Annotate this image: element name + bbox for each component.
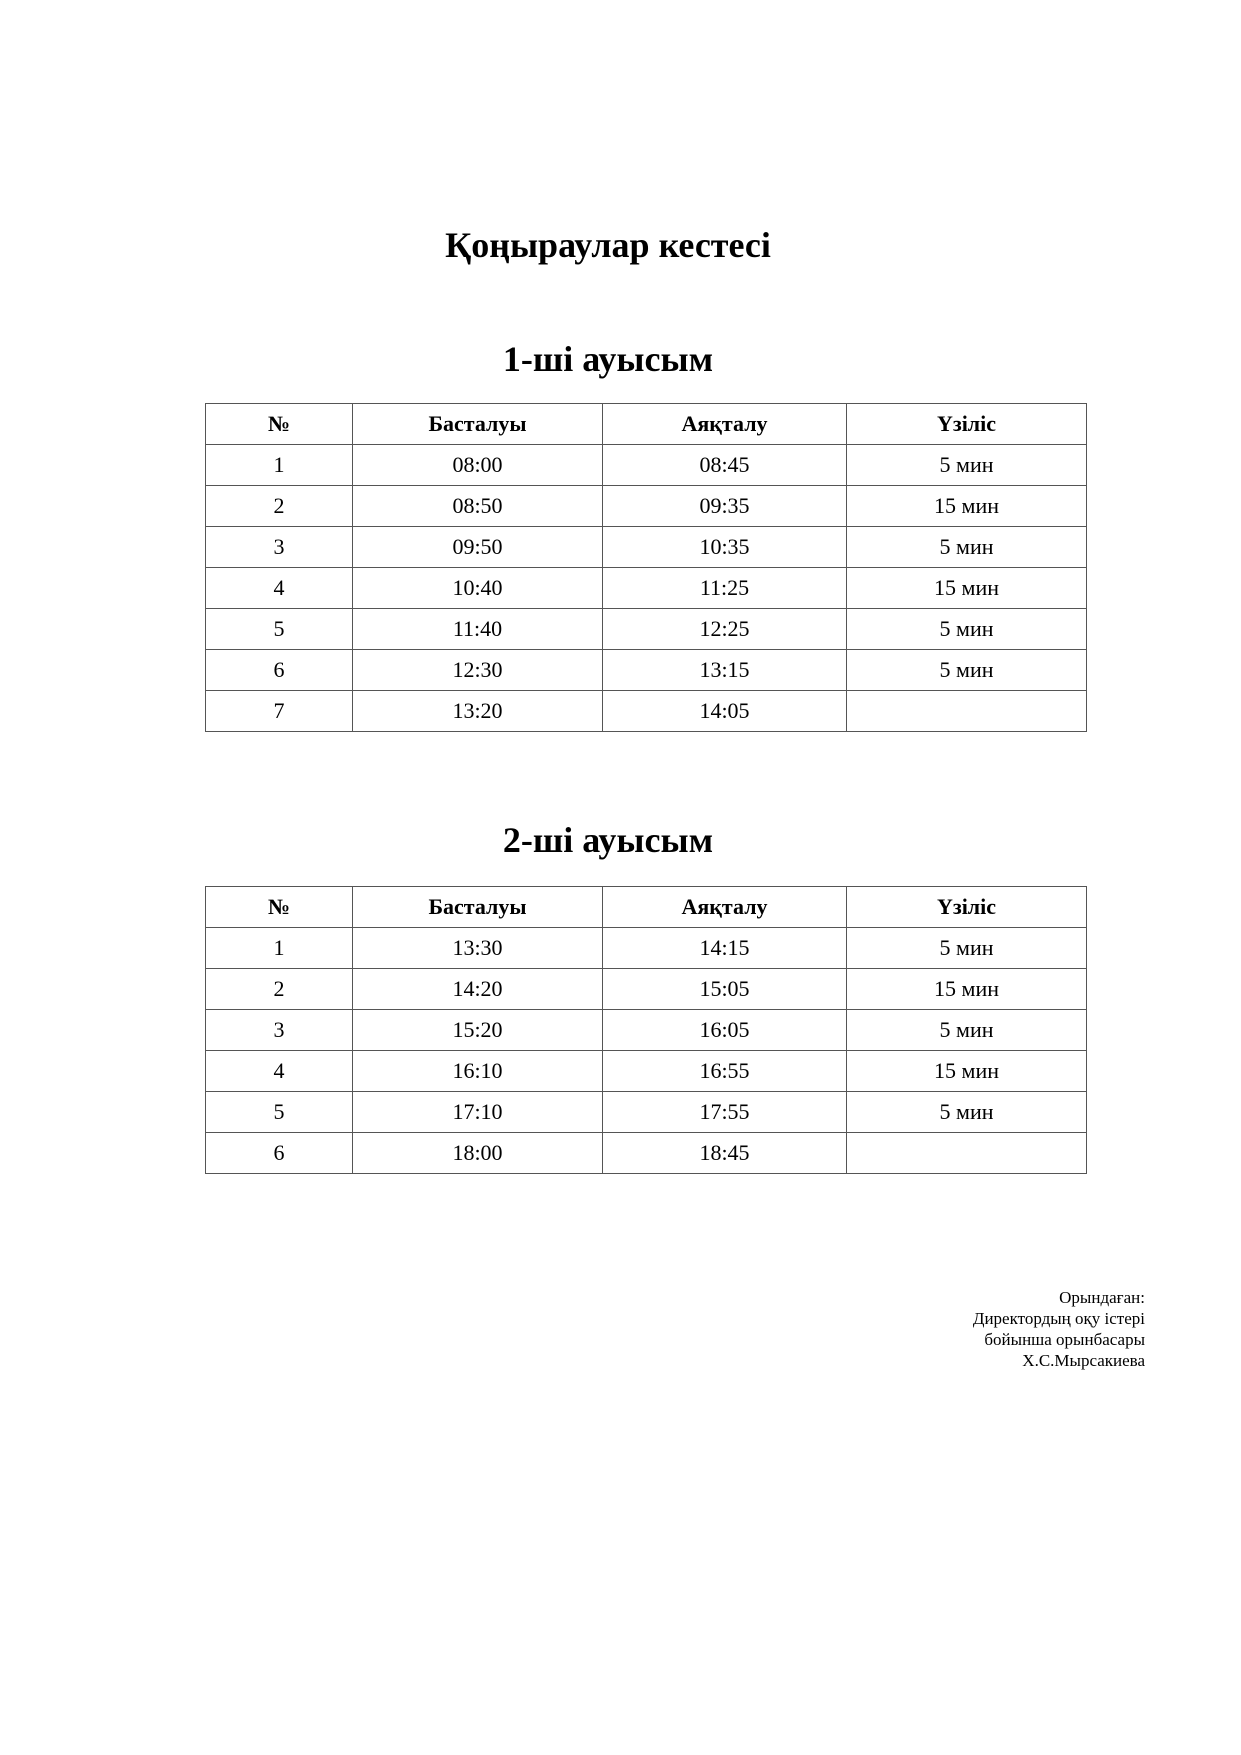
cell-start-time: 08:50: [353, 486, 603, 527]
cell-start-time: 13:30: [353, 928, 603, 969]
cell-end-time: 09:35: [603, 486, 847, 527]
cell-start-time: 14:20: [353, 969, 603, 1010]
cell-break-duration: 5 мин: [847, 650, 1087, 691]
cell-end-time: 14:15: [603, 928, 847, 969]
cell-lesson-number: 3: [206, 1010, 353, 1051]
cell-start-time: 12:30: [353, 650, 603, 691]
signature-position-line1: Директордың оқу істері: [972, 1309, 1145, 1328]
cell-start-time: 16:10: [353, 1051, 603, 1092]
cell-end-time: 16:55: [603, 1051, 847, 1092]
cell-break-duration: [847, 691, 1087, 732]
table-header-row: [206, 404, 1087, 445]
table-row: [206, 1010, 1087, 1051]
cell-start-time: 08:00: [353, 445, 603, 486]
table-row: [206, 650, 1087, 691]
cell-end-time: 08:45: [603, 445, 847, 486]
shift-2-schedule-table: [205, 886, 1087, 1174]
cell-start-time: 09:50: [353, 527, 603, 568]
column-header-end: Аяқталу: [603, 887, 847, 928]
cell-end-time: 13:15: [603, 650, 847, 691]
cell-start-time: 18:00: [353, 1133, 603, 1174]
cell-break-duration: 5 мин: [847, 609, 1087, 650]
column-header-start: Басталуы: [353, 404, 603, 445]
table-row: [206, 609, 1087, 650]
cell-end-time: 17:55: [603, 1092, 847, 1133]
table-row: [206, 1133, 1087, 1174]
cell-end-time: 11:25: [603, 568, 847, 609]
cell-lesson-number: 6: [206, 1133, 353, 1174]
table-row: [206, 568, 1087, 609]
cell-break-duration: 15 мин: [847, 486, 1087, 527]
cell-lesson-number: 5: [206, 1092, 353, 1133]
cell-lesson-number: 4: [206, 1051, 353, 1092]
cell-end-time: 10:35: [603, 527, 847, 568]
column-header-start: Басталуы: [353, 887, 603, 928]
shift-1-schedule-table: [205, 403, 1087, 732]
cell-break-duration: [847, 1133, 1087, 1174]
signature-position-line2: бойынша орынбасары: [984, 1330, 1145, 1349]
table-row: [206, 445, 1087, 486]
cell-end-time: 14:05: [603, 691, 847, 732]
cell-break-duration: 5 мин: [847, 1092, 1087, 1133]
cell-end-time: 16:05: [603, 1010, 847, 1051]
cell-start-time: 15:20: [353, 1010, 603, 1051]
page-title: Қоңыраулар кестесі: [445, 225, 771, 265]
column-header-number: №: [206, 887, 353, 928]
cell-start-time: 13:20: [353, 691, 603, 732]
column-header-number: №: [206, 404, 353, 445]
table-body: [206, 928, 1087, 1174]
cell-lesson-number: 2: [206, 486, 353, 527]
signature-block: [973, 1287, 1145, 1371]
cell-lesson-number: 1: [206, 928, 353, 969]
table-body: [206, 445, 1087, 732]
cell-lesson-number: 5: [206, 609, 353, 650]
cell-lesson-number: 2: [206, 969, 353, 1010]
table-row: [206, 1051, 1087, 1092]
cell-break-duration: 5 мин: [847, 1010, 1087, 1051]
cell-lesson-number: 7: [206, 691, 353, 732]
cell-end-time: 12:25: [603, 609, 847, 650]
cell-start-time: 10:40: [353, 568, 603, 609]
column-header-end: Аяқталу: [603, 404, 847, 445]
cell-break-duration: 15 мин: [847, 1051, 1087, 1092]
cell-break-duration: 5 мин: [847, 928, 1087, 969]
cell-break-duration: 15 мин: [847, 568, 1087, 609]
cell-start-time: 11:40: [353, 609, 603, 650]
cell-end-time: 15:05: [603, 969, 847, 1010]
cell-lesson-number: 1: [206, 445, 353, 486]
table-header-row: [206, 887, 1087, 928]
signature-name: Х.С.Мырсакиева: [1022, 1351, 1145, 1370]
cell-end-time: 18:45: [603, 1133, 847, 1174]
column-header-break: Үзіліс: [847, 404, 1087, 445]
cell-break-duration: 15 мин: [847, 969, 1087, 1010]
table-row: [206, 527, 1087, 568]
table-row: [206, 969, 1087, 1010]
table-row: [206, 1092, 1087, 1133]
table-row: [206, 691, 1087, 732]
column-header-break: Үзіліс: [847, 887, 1087, 928]
shift-1-heading: 1-ші ауысым: [502, 339, 714, 379]
cell-break-duration: 5 мин: [847, 527, 1087, 568]
signature-label: Орындаған:: [1059, 1288, 1145, 1307]
table-row: [206, 486, 1087, 527]
cell-start-time: 17:10: [353, 1092, 603, 1133]
shift-2-heading: 2-ші ауысым: [502, 820, 714, 860]
cell-lesson-number: 6: [206, 650, 353, 691]
cell-lesson-number: 3: [206, 527, 353, 568]
cell-break-duration: 5 мин: [847, 445, 1087, 486]
cell-lesson-number: 4: [206, 568, 353, 609]
table-row: [206, 928, 1087, 969]
